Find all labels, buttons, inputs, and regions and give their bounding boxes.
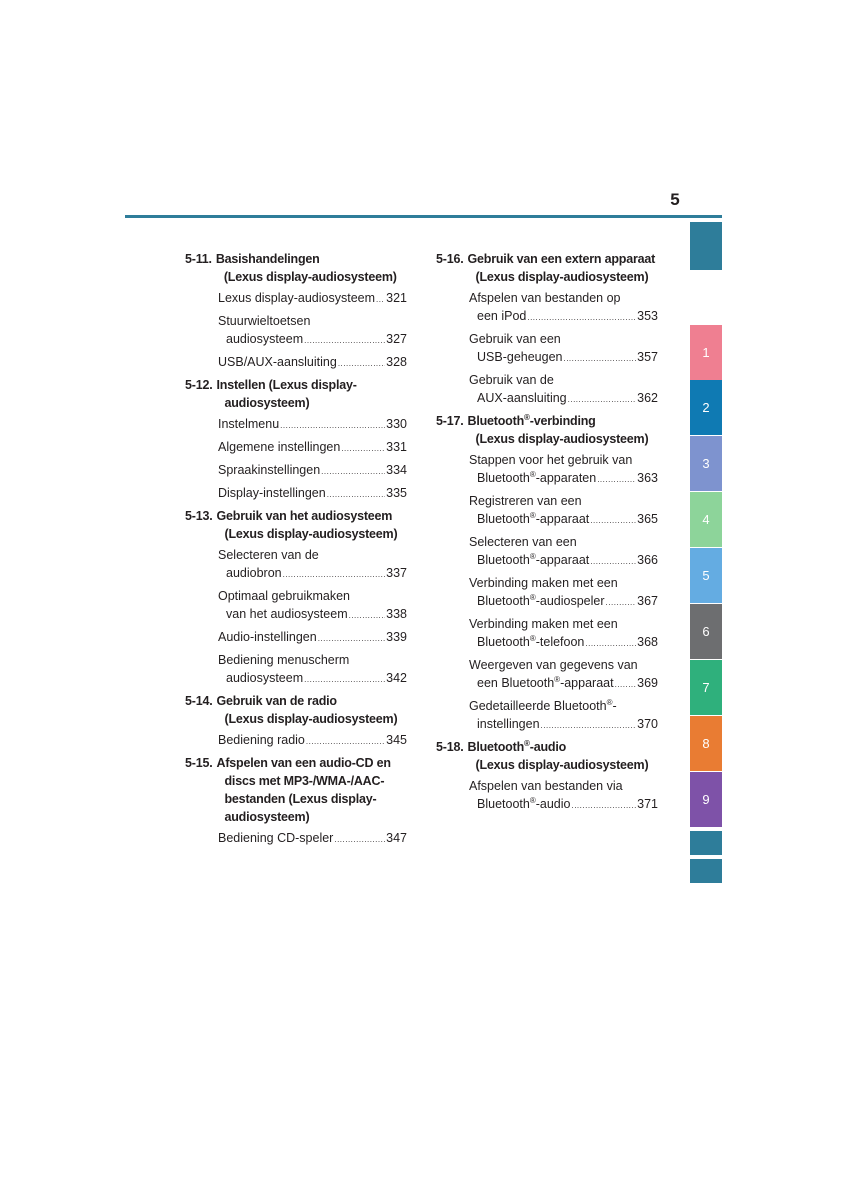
toc-entry[interactable] xyxy=(436,574,658,612)
section-title-line: Afspelen van een audio-CD en xyxy=(216,756,391,770)
toc-entry[interactable] xyxy=(185,438,407,458)
page-number: 365 xyxy=(637,512,658,526)
entry-text-line: Bluetooth®-apparaat xyxy=(477,552,590,567)
dot-leader xyxy=(327,486,385,504)
section-heading[interactable] xyxy=(436,250,658,286)
page-number: 321 xyxy=(386,291,407,305)
toc-section xyxy=(185,507,407,689)
top-rule xyxy=(125,215,722,218)
toc-entry[interactable] xyxy=(436,492,658,530)
toc-section xyxy=(185,692,407,751)
toc-entry[interactable] xyxy=(436,533,658,571)
dot-leader xyxy=(590,512,636,530)
entry-text-line: een iPod xyxy=(477,309,527,323)
toc-entry[interactable] xyxy=(185,289,407,309)
entry-text-line: Algemene instellingen xyxy=(218,440,341,454)
section-number: 5-17. xyxy=(436,414,464,428)
entry-text-line: Gebruik van de xyxy=(469,373,554,387)
dot-leader xyxy=(341,440,385,458)
entry-text-line: Bluetooth®-telefoon xyxy=(477,634,585,649)
section-heading[interactable] xyxy=(436,412,658,448)
dot-leader xyxy=(304,332,385,350)
dot-leader xyxy=(571,797,636,815)
section-title-line: Instellen (Lexus display- xyxy=(216,378,357,392)
toc-entry[interactable] xyxy=(436,777,658,815)
chapter-tab-1[interactable]: 1 xyxy=(690,325,722,380)
section-title-line: (Lexus display-audiosysteem) xyxy=(475,270,649,284)
section-title-line: Basishandelingen xyxy=(215,252,320,266)
chapter-tab-blank[interactable] xyxy=(690,222,722,270)
entry-text-line: Selecteren van een xyxy=(469,535,577,549)
page-number: 369 xyxy=(637,676,658,690)
chapter-tab-8[interactable]: 8 xyxy=(690,716,722,771)
entry-text-line: Bediening CD-speler xyxy=(218,831,334,845)
entry-text-line: Audio-instellingen xyxy=(218,630,317,644)
entry-text-line: AUX-aansluiting xyxy=(477,391,567,405)
section-number: 5-13. xyxy=(185,509,213,523)
section-title-line: Bluetooth®-audio xyxy=(467,739,567,754)
toc-section xyxy=(185,250,407,373)
section-title-line: discs met MP3-/WMA-/AAC- xyxy=(224,774,385,788)
entry-text-line: Registreren van een xyxy=(469,494,582,508)
dot-leader xyxy=(527,309,636,327)
toc-entry[interactable] xyxy=(185,461,407,481)
dot-leader xyxy=(597,471,636,489)
section-number: 5-15. xyxy=(185,756,213,770)
page-number: 357 xyxy=(637,350,658,364)
entry-text-line: instellingen xyxy=(477,717,540,731)
dot-leader xyxy=(338,355,385,373)
toc-entry[interactable] xyxy=(185,587,407,625)
section-title-line: (Lexus display-audiosysteem) xyxy=(475,758,649,772)
toc-entry[interactable] xyxy=(185,484,407,504)
section-title-line: bestanden (Lexus display- xyxy=(224,792,377,806)
dot-leader xyxy=(585,635,636,653)
page-number: 371 xyxy=(637,797,658,811)
chapter-tab-7[interactable]: 7 xyxy=(690,660,722,715)
dot-leader xyxy=(590,553,636,571)
entry-text-line: van het audiosysteem xyxy=(226,607,348,621)
entry-text-line: Bluetooth®-apparaten xyxy=(477,470,597,485)
section-title-line: (Lexus display-audiosysteem) xyxy=(224,527,398,541)
dot-leader xyxy=(606,594,637,612)
entry-text-line: Bluetooth®-apparaat xyxy=(477,511,590,526)
dot-leader xyxy=(318,630,385,648)
section-heading[interactable] xyxy=(436,738,658,774)
section-title-line: audiosysteem) xyxy=(224,810,310,824)
entry-text-line: USB-geheugen xyxy=(477,350,563,364)
entry-text-line: Afspelen van bestanden via xyxy=(469,779,623,793)
toc-entry[interactable] xyxy=(436,697,658,735)
entry-text-line: Verbinding maken met een xyxy=(469,576,618,590)
page-number: 331 xyxy=(386,440,407,454)
toc-section xyxy=(185,754,407,849)
page-number: 337 xyxy=(386,566,407,580)
toc-entry[interactable] xyxy=(436,615,658,653)
section-heading[interactable] xyxy=(185,692,407,728)
page-number: 334 xyxy=(386,463,407,477)
section-title-line: (Lexus display-audiosysteem) xyxy=(475,432,649,446)
dot-leader xyxy=(321,463,385,481)
toc-entry[interactable] xyxy=(185,353,407,373)
dot-leader xyxy=(304,671,385,689)
section-heading[interactable] xyxy=(185,376,407,412)
page-number: 338 xyxy=(386,607,407,621)
entry-text-line: Optimaal gebruikmaken xyxy=(218,589,351,603)
page-number: 345 xyxy=(386,733,407,747)
toc-entry[interactable] xyxy=(185,651,407,689)
page-number: 370 xyxy=(637,717,658,731)
entry-text-line: Gedetailleerde Bluetooth®- xyxy=(469,698,617,713)
page-number: 363 xyxy=(637,471,658,485)
section-number: 5-18. xyxy=(436,740,464,754)
toc-entry[interactable] xyxy=(185,312,407,350)
section-number: 5-14. xyxy=(185,694,213,708)
toc-entry[interactable] xyxy=(436,289,658,327)
section-number: 5-11. xyxy=(185,252,212,266)
chapter-tab-3[interactable]: 3 xyxy=(690,436,722,491)
entry-text-line: audiosysteem xyxy=(226,332,304,346)
page-number: 353 xyxy=(637,309,658,323)
toc-entry[interactable] xyxy=(185,731,407,751)
entry-text-line: Selecteren van de xyxy=(218,548,319,562)
toc-section xyxy=(436,412,658,735)
section-title-line: audiosysteem) xyxy=(224,396,310,410)
page-number: 366 xyxy=(637,553,658,567)
page-number: 339 xyxy=(386,630,407,644)
toc-section xyxy=(436,738,658,815)
entry-text-line: Verbinding maken met een xyxy=(469,617,618,631)
toc-section xyxy=(185,376,407,504)
toc-entry[interactable] xyxy=(436,451,658,489)
dot-leader xyxy=(563,350,636,368)
entry-text-line: Display-instellingen xyxy=(218,486,326,500)
entry-text-line: Stappen voor het gebruik van xyxy=(469,453,633,467)
page-number: 330 xyxy=(386,417,407,431)
entry-text-line: Weergeven van gegevens van xyxy=(469,658,638,672)
toc-entry[interactable] xyxy=(185,546,407,584)
toc-entry[interactable] xyxy=(185,628,407,648)
page-number: 327 xyxy=(386,332,407,346)
toc-entry[interactable] xyxy=(436,656,658,694)
entry-text-line: audiosysteem xyxy=(226,671,304,685)
entry-text-line: Stuurwieltoetsen xyxy=(218,314,311,328)
chapter-tab-9[interactable]: 9 xyxy=(690,772,722,827)
entry-text-line: Bediening radio xyxy=(218,733,305,747)
section-heading[interactable] xyxy=(185,250,407,286)
dot-leader xyxy=(376,291,385,309)
page-number: 367 xyxy=(637,594,658,608)
page-number: 368 xyxy=(637,635,658,649)
toc-right-column xyxy=(436,250,658,818)
entry-text-line: Bluetooth®-audio xyxy=(477,796,571,811)
chapter-tab-4[interactable]: 4 xyxy=(690,492,722,547)
section-title-line: Gebruik van een extern apparaat xyxy=(467,252,656,266)
section-title-line: Bluetooth®-verbinding xyxy=(467,413,596,428)
toc-section xyxy=(436,250,658,409)
entry-text-line: Instelmenu xyxy=(218,417,280,431)
toc-entry[interactable] xyxy=(436,371,658,409)
toc-entry[interactable] xyxy=(185,829,407,849)
entry-text-line: Gebruik van een xyxy=(469,332,561,346)
entry-text-line: Bediening menuscherm xyxy=(218,653,350,667)
section-title-line: (Lexus display-audiosysteem) xyxy=(224,712,398,726)
chapter-tab-5[interactable]: 5 xyxy=(690,548,722,603)
chapter-tab-blank[interactable] xyxy=(690,859,722,883)
page-number: 362 xyxy=(637,391,658,405)
section-heading[interactable] xyxy=(185,507,407,543)
entry-text-line: Bluetooth®-audiospeler xyxy=(477,593,605,608)
dot-leader xyxy=(306,733,385,751)
dot-leader xyxy=(334,831,385,849)
chapter-tab-blank[interactable] xyxy=(690,831,722,855)
dot-leader xyxy=(349,607,386,625)
chapter-number: 5 xyxy=(670,190,680,209)
page-number: 347 xyxy=(386,831,407,845)
entry-text-line: USB/AUX-aansluiting xyxy=(218,355,337,369)
page-number: 328 xyxy=(386,355,407,369)
entry-text-line: audiobron xyxy=(226,566,282,580)
dot-leader xyxy=(568,391,637,409)
toc-entry[interactable] xyxy=(436,330,658,368)
section-number: 5-12. xyxy=(185,378,213,392)
entry-text-line: Spraakinstellingen xyxy=(218,463,321,477)
dot-leader xyxy=(280,417,385,435)
entry-text-line: een Bluetooth®-apparaat xyxy=(477,675,614,690)
entry-text-line: Afspelen van bestanden op xyxy=(469,291,621,305)
page-number: 335 xyxy=(386,486,407,500)
section-heading[interactable] xyxy=(185,754,407,826)
dot-leader xyxy=(615,676,637,694)
chapter-tab-2[interactable]: 2 xyxy=(690,380,722,435)
section-title-line: Gebruik van de radio xyxy=(216,694,337,708)
toc-entry[interactable] xyxy=(185,415,407,435)
dot-leader xyxy=(541,717,637,735)
page-number: 342 xyxy=(386,671,407,685)
section-title-line: Gebruik van het audiosysteem xyxy=(216,509,393,523)
section-title-line: (Lexus display-audiosysteem) xyxy=(223,270,397,284)
section-number: 5-16. xyxy=(436,252,464,266)
dot-leader xyxy=(283,566,386,584)
chapter-tab-6[interactable]: 6 xyxy=(690,604,722,659)
entry-text-line: Lexus display-audiosysteem xyxy=(218,291,376,305)
toc-left-column xyxy=(185,250,407,852)
